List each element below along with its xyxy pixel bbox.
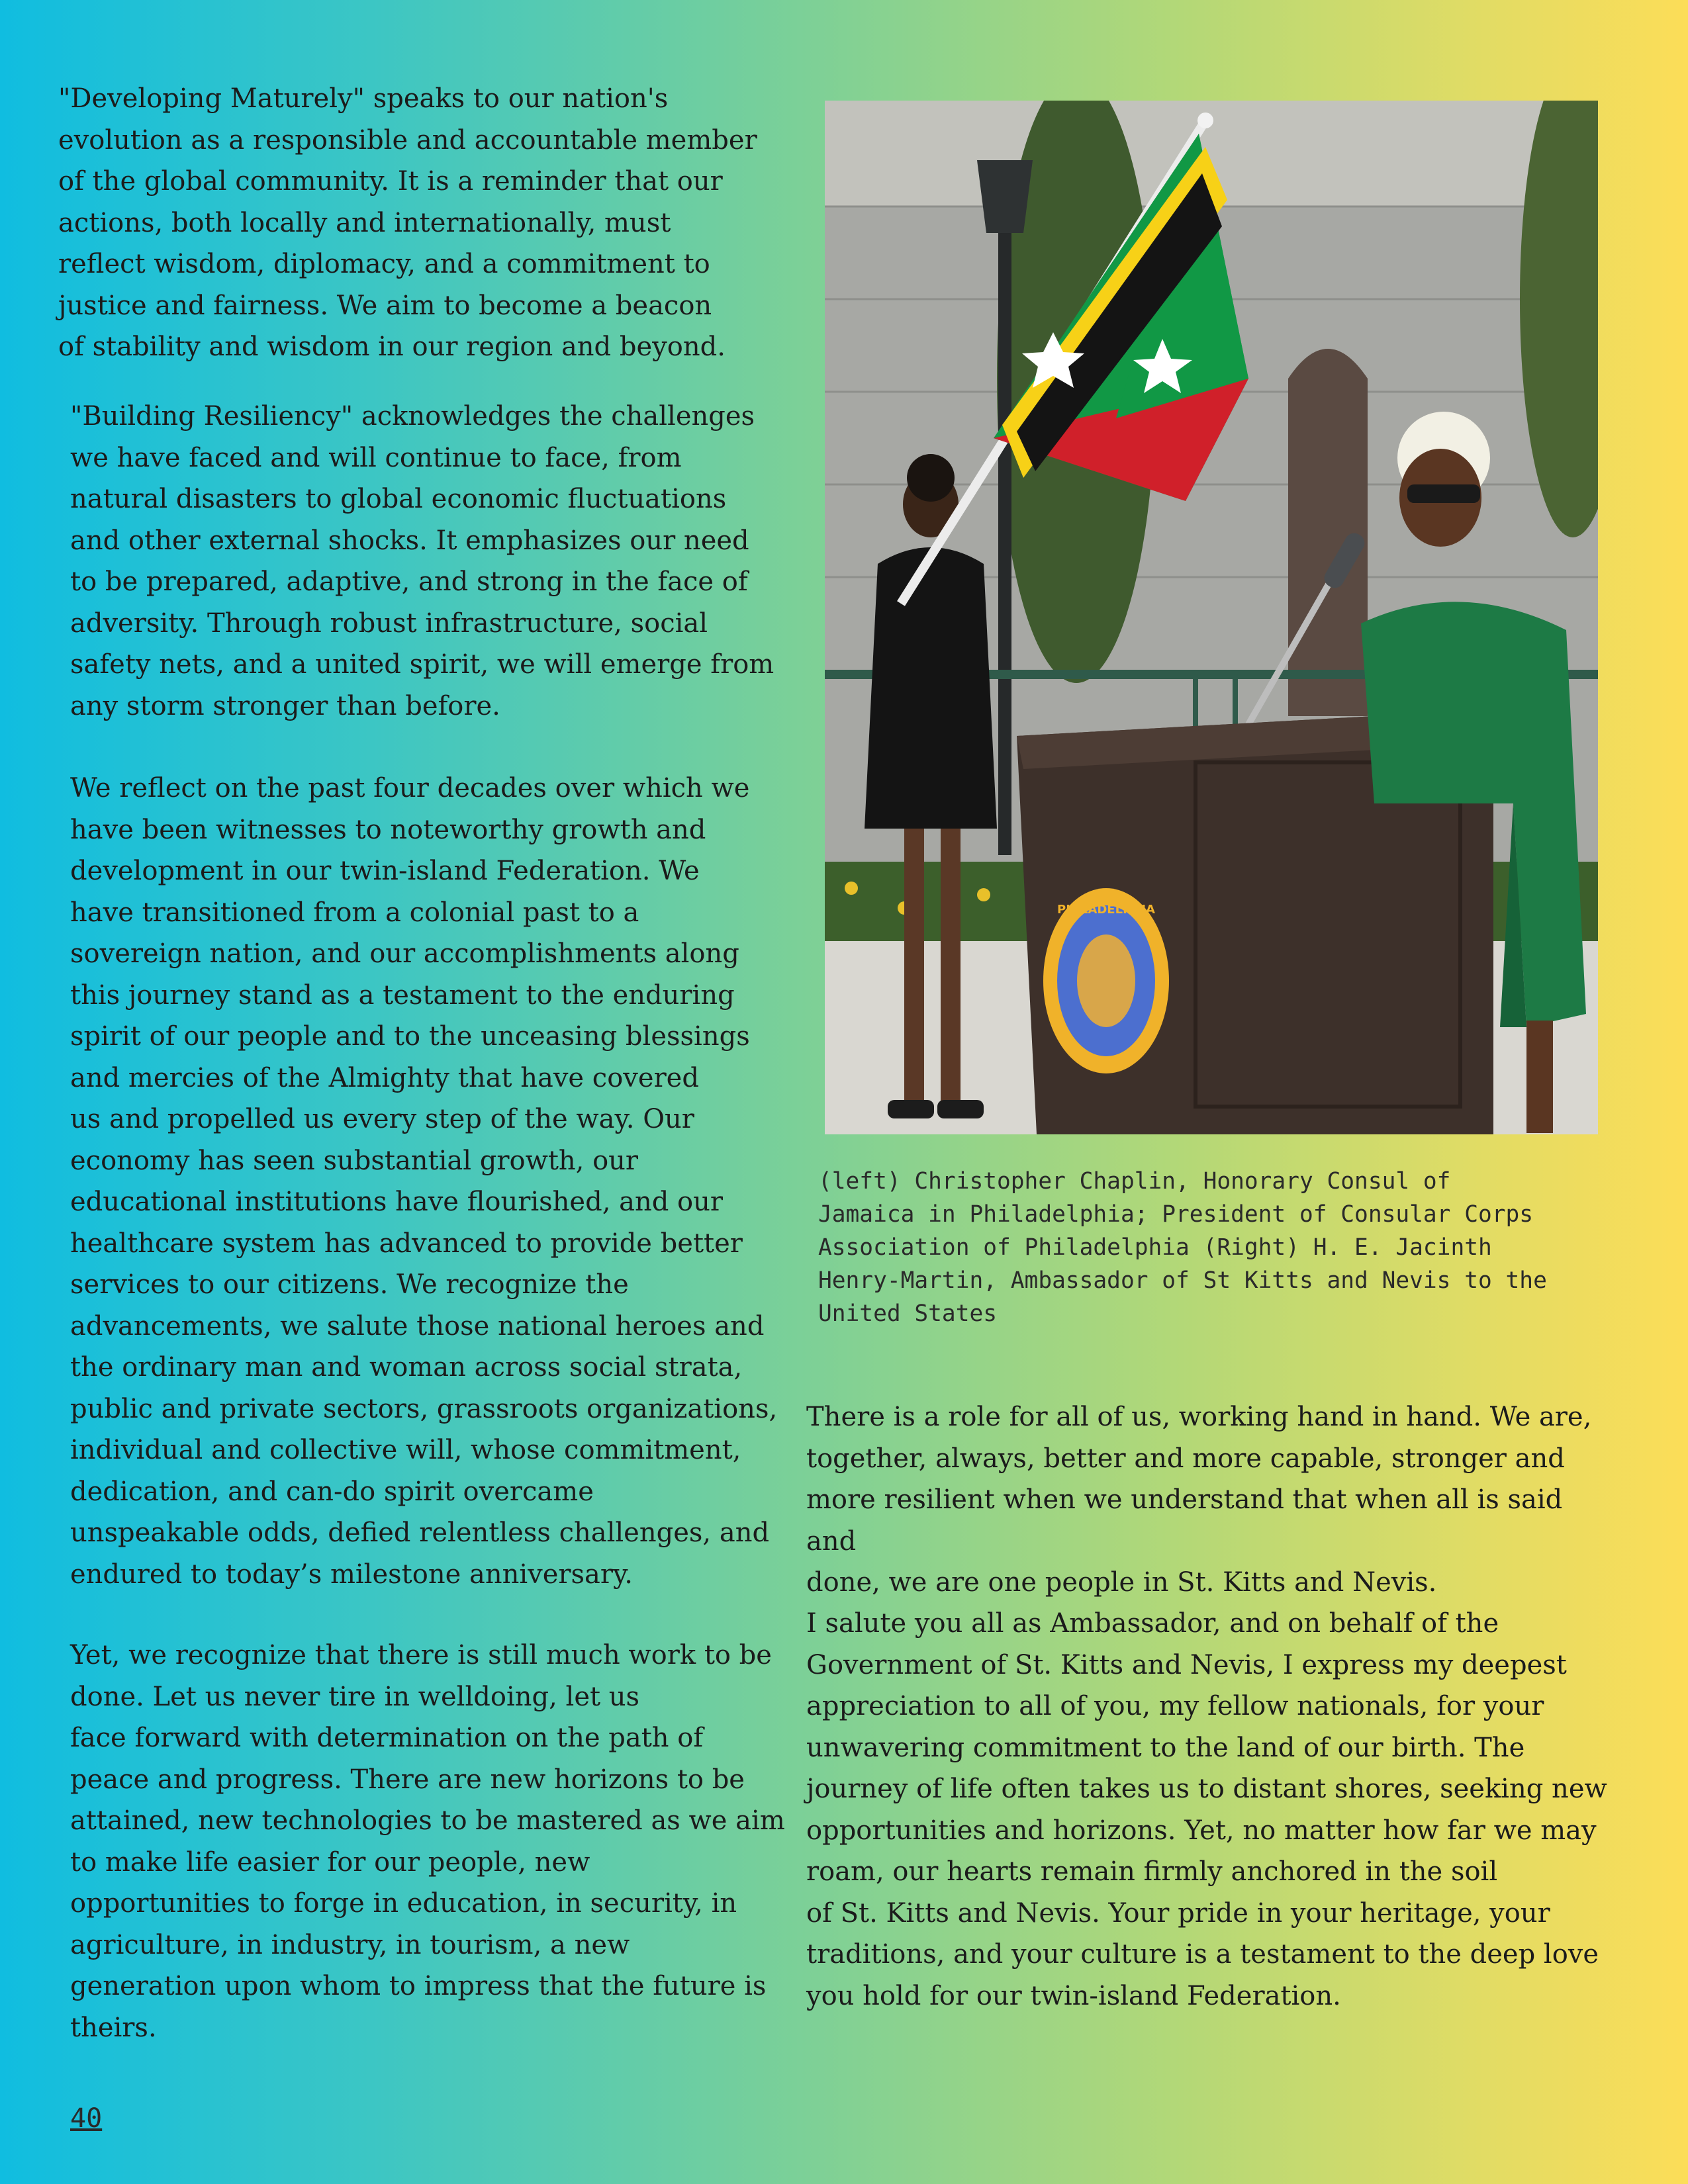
article-paragraph-ambassador-salute: I salute you all as Ambassador, and on behalf of the Government of St. Kitts and Nevis, I express my deepest appreciation to all of you, my fellow nationals, for your unwavering commitment to the land of our birth. The journey of life often takes us to distant shores, seeking new opportunities and horizons. Yet, no matter how far we may roam, our hearts remain firmly anchored in the soil of St. Kitts and Nevis. Your pride in your heritage, your traditions, and your culture is a testament to the deep love you hold for our twin-island Federation. (806, 1608, 1607, 2011)
seal-text: PHILADELPHIA (1057, 903, 1155, 917)
article-paragraph-work-to-be-done: Yet, we recognize that there is still much work to be done. Let us never tire in welldoing, let us face forward with determination on the path of peace and progress. There are new horizons to be attained, new technologies to be mastered as we aim to make life easier for our people, new opportunities to forge in education, in security, in agriculture, in industry, in tourism, a new generation upon whom to impress that the future is theirs. (70, 1640, 785, 2043)
article-paragraph-role-for-all: There is a role for all of us, working hand in hand. We are, together, always, better and more capable, stronger and more resilient when we understand that when all is said and done, we are one people in St. Kitts and Nevis. (806, 1402, 1592, 1598)
page-number: 40 (70, 2103, 103, 2134)
photo-caption: (left) Christopher Chaplin, Honorary Consul of Jamaica in Philadelphia; President of Consular Corps Association of Philadelphia (Right) H. E. Jacinth Henry-Martin, Ambassador of St Kitts and Nevis to the United States (818, 1168, 1547, 1327)
article-paragraph-building-resiliency: "Building Resiliency" acknowledges the challenges we have faced and will continue to face, from natural disasters to global economic fluctuations and other external shocks. It emphasizes our need to be prepared, adaptive, and strong in the face of adversity. Through robust infrastructure, social safety nets, and a united spirit, we will emerge from any storm stronger than before. (70, 401, 774, 721)
article-paragraph-developing-maturely: "Developing Maturely" speaks to our nation's evolution as a responsible and accountable member of the global community. It is a reminder that our actions, both locally and internationally, must reflect wisdom, diplomacy, and a commitment to justice and fairness. We aim to become a beacon of stability and wisdom in our region and beyond. (58, 83, 757, 362)
event-photo (825, 101, 1598, 1134)
article-paragraph-four-decades: We reflect on the past four decades over which we have been witnesses to noteworthy growth and development in our twin-island Federation. We have transitioned from a colonial past to a sovereign nation, and our accomplishments along this journey stand as a testament to the enduring spirit of our people and to the unceasing blessings and mercies of the Almighty that have covered us and propelled us every step of the way. Our economy has seen substantial growth, our educational institutions have flourished, and our healthcare system has advanced to provide better services to our citizens. We recognize the advancements, we salute those national heroes and the ordinary man and woman across social strata, public and private sectors, grassroots organizations, individual and collective will, whose commitment, dedication, and can-do spirit overcame unspeakable odds, defied relentless challenges, and endured to today’s milestone anniversary. (70, 773, 778, 1590)
